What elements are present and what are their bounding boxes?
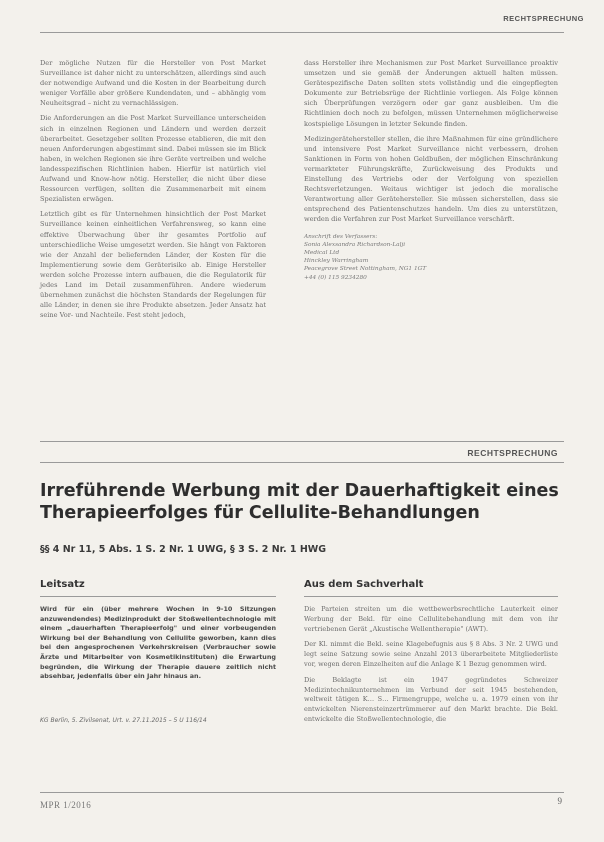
court-citation: KG Berlin, 5. Zivilsenat, Urt. v. 27.11.2015 – 5 U 116/14 [40,717,207,724]
sachverhalt-rule [304,596,558,597]
article-continuation-left-column [40,58,266,325]
header-rule-top [40,32,564,33]
address-line: Peacegrove Street Nottingham, NG1 1GT [304,266,427,273]
leitsatz-rule [40,596,276,597]
paragraph: Die Beklagte ist ein 1947 gegründetes Schweizer Medizintechnikunternehmen im Verbund der seit 1945 bestehenden, weltweit tätigen K… S… Firmengruppe, welche u. a. 1979 einen von ihr entwickelten Nierensteinzertrümmerer auf den Markt brachte. Die Bekl. entwickelte die Stoßwellentechnologie, die [304,675,558,723]
paragraph: Der Kl. nimmt die Bekl. seine Klagebefugnis aus § 8 Abs. 3 Nr. 2 UWG und legt seine Satzung sowie seine Anzahl 2013 überarbeitete Mitgliederliste vor, wegen deren Einzelheiten auf die Anlage K 1 Bezug genommen wird. [304,640,558,668]
address-line: +44 (0) 115 9234280 [304,274,367,281]
section-divider [40,441,564,442]
sachverhalt-text [304,605,558,731]
paragraph: dass Hersteller ihre Mechanismen zur Post Market Surveillance proaktiv umsetzen und sie gemäß der Änderungen aktuell halten müssen. Gerätespezifische Daten sollten stets vollständig und die eingepflegten Dokumente zur Betriebsrüge der Richtlinie vorliegen. Als Folge können sich Überprüfungen verzögern oder gar ganz ausbleiben. Um die Richtlinien doch noch zu befolgen, müssen Unternehmen möglicherweise kostspielige Lösungen in letzter Sekunde finden. [304,59,558,128]
address-line: Medical Ltd [304,249,340,256]
sachverhalt-heading: Aus dem Sachverhalt [304,579,424,590]
paragraph: Die Parteien streiten um die wettbewerbsrechtliche Lauterkeit einer Werbung der Bekl. für eine Cellulitebehandlung mit dem von ihr vertriebenen Gerät „Akustische Wellentherapie" (AWT). [304,605,558,633]
header-rule [40,462,564,463]
address-line: Anschrift des Verfassers: [304,233,378,240]
footer-rule [40,792,564,793]
paragraph: Die Anforderungen an die Post Market Surveillance unterscheiden sich in einzelnen Regionen und Ländern und werden derzeit überarbeitet. Gesetzgeber sollten Prozesse etablieren, die mit den neuen Anforderungen abgestimmt sind. Dabei müssen sie im Blick haben, in welchen Regionen sie ihre Geräte vertreiben und welche landesspezifischen Richtlinien haben. Hierfür ist natürlich viel Aufwand und Know-how nötig. Hersteller, die nicht über diese Ressourcen verfügen, sollten die Zusammenarbeit mit einem Spezialisten erwägen. [40,114,266,204]
legal-citation-subheadline: §§ 4 Nr 11, 5 Abs. 1 S. 2 Nr. 1 UWG, § 3 S. 2 Nr. 1 HWG [40,544,327,555]
author-address [304,233,558,282]
article-headline: Irreführende Werbung mit der Dauerhaftigkeit eines Therapieerfolges für Cellulite-Behandlungen [40,481,559,523]
address-line: Hinckley Warringham [304,258,369,265]
address-line: Sonia Alexsandra Richardson-Lalji [304,241,406,248]
paragraph: Der mögliche Nutzen für die Hersteller von Post Market Surveillance ist daher nicht zu unterschätzen, allerdings sind auch der notwendige Aufwand und die Kosten in der Bearbeitung durch weniger Vorfälle aber größere Kundendaten, und – abhängig vom Neuheitsgrad – nicht zu vernachlässigen. [40,59,266,108]
page-number: 9 [557,796,562,806]
journal-issue: MPR 1/2016 [40,800,92,810]
paragraph: Letztlich gibt es für Unternehmen hinsichtlich der Post Market Surveillance keinen einheitlichen Verfahrensweg, so kann eine effektive Überwachung über ihr gesamtes Portfolio auf unterschiedliche Weise umgesetzt werden. Sie hängt von Faktoren wie der Anzahl der beliefernden Länder, der Kosten für die Implementierung sowie dem Geräterisiko ab. Einige Hersteller werden solche Prozesse intern aufbauen, die die Regulatorik für jedes Land im Detail zusammenführen. Andere wiederum übernehmen zunächst die höchsten Standards der Regelungen für alle Länder, in denen sie ihre Produkte absetzen. Jeder Ansatz hat seine Vor- und Nachteile. Fest steht jedoch, [40,210,266,320]
section-header: RECHTSPRECHUNG [467,448,558,458]
paragraph: Medizingerätehersteller stellen, die ihre Maßnahmen für eine gründlichere und intensivere Post Market Surveillance nicht verbessern, drohen Sanktionen in Form von hohen Geldbußen, der möglichen Einschränkung vermarkteter Führungskräfte, Zurückweisung des Produkts und Einstellung des Vertriebs oder der Verfolgung von speziellen Rechtsverletzungen. Weitaus wichtiger ist jedoch die moralische Verantwortung aller Gerätehersteller. Sie müssen sicherstellen, dass sie entsprechend des Patientenschutzes handeln. Um dies zu unterstützen, werden die Verfahren zur Post Market Surveillance verschärft. [304,134,558,224]
leitsatz-text: Wird für ein (über mehrere Wochen in 9-10 Sitzungen anzuwendendes) Medizinprodukt der Stoßwellentechnologie mit einem „dauerhaften Therapieerfolg" und einer vorbeugenden Wirkung bei der Behandlung von Cellulite geworben, kann dies bei den angesprochenen Verkehrskreisen (Verbraucher sowie Ärzte und Mitarbeiter von Kosmetikinstituten) die Erwartung begründen, die Wirkung der Therapie dauere zeitlich nicht absehbar, jedenfalls über ein Jahr hinaus an. [40,605,276,681]
article-continuation-right-column [304,58,558,282]
leitsatz-heading: Leitsatz [40,579,85,590]
section-header-top: RECHTSPRECHUNG [503,14,584,23]
